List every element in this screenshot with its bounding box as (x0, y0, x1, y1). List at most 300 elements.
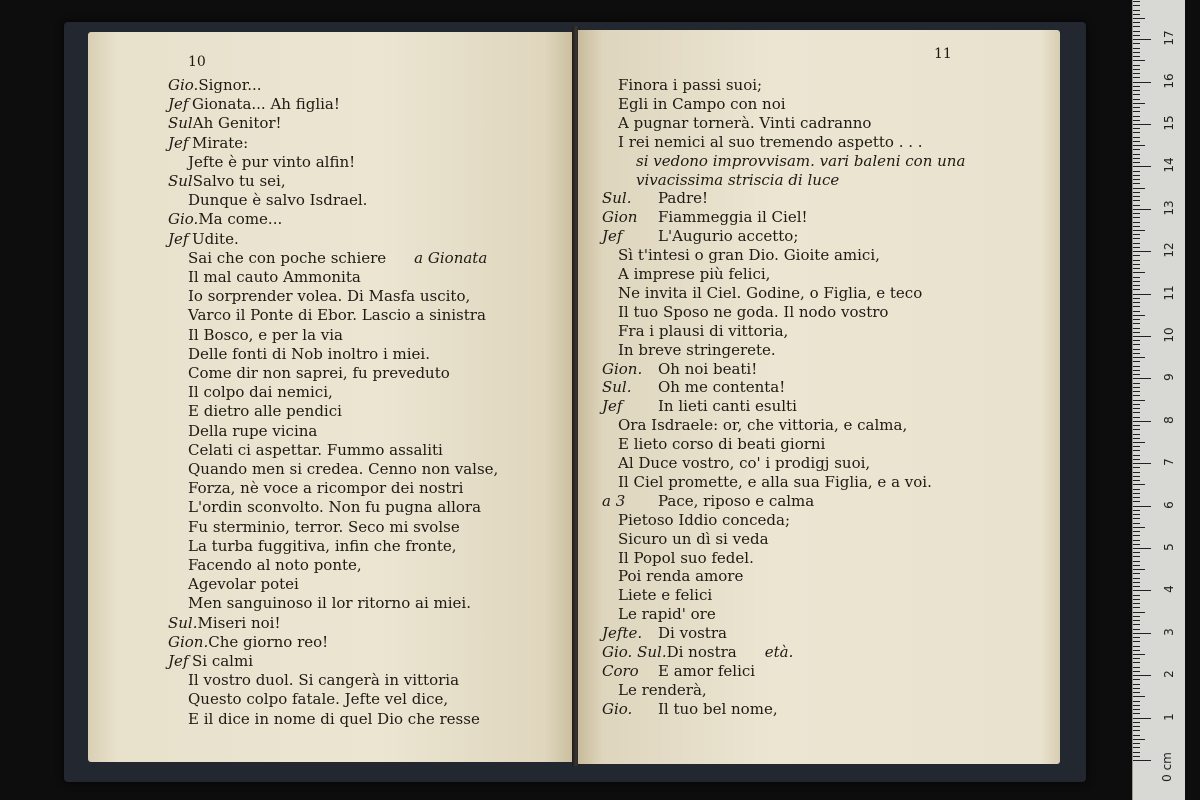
text-line (168, 402, 342, 420)
ruler-tick (1133, 69, 1140, 70)
ruler-tick (1133, 569, 1145, 570)
ruler-tick (1133, 306, 1140, 307)
ruler-tick (1133, 77, 1140, 78)
ruler-tick (1133, 213, 1140, 214)
speaker-label: Sul. (602, 378, 632, 397)
verse-text: Di nostra (666, 643, 737, 661)
ruler-number: 15 (1162, 115, 1176, 131)
ruler-tick (1133, 616, 1140, 617)
verse-text: I rei nemici al suo tremendo aspetto . . . (618, 132, 923, 151)
stage-direction: si vedono improvvisam. vari baleni con una (636, 151, 966, 170)
speaker-label: Gion. (602, 359, 643, 378)
text-line (168, 383, 333, 401)
verse-text: Varco il Ponte di Ebor. Lascio a sinistra (188, 306, 486, 325)
ruler-tick (1133, 65, 1140, 66)
ruler-tick (1133, 535, 1140, 536)
text-line (602, 152, 965, 170)
text-line (168, 287, 470, 305)
ruler-number: 4 (1162, 585, 1176, 594)
text-line (602, 567, 743, 585)
ruler-tick (1133, 752, 1140, 753)
ruler-tick (1133, 149, 1140, 150)
verse-text: Fu sterminio, terror. Seco mi svolse (188, 517, 460, 536)
ruler-tick (1133, 361, 1140, 362)
ruler-tick (1133, 39, 1151, 40)
text-line (168, 652, 253, 670)
ruler-tick (1133, 709, 1140, 710)
ruler-tick (1133, 671, 1140, 672)
text-line (602, 681, 707, 699)
ruler-tick (1133, 760, 1151, 761)
ruler-tick (1133, 688, 1140, 689)
ruler-tick (1133, 489, 1140, 490)
text-line (168, 95, 340, 113)
ruler-tick (1133, 446, 1140, 447)
aside-note: a Gionata (414, 248, 488, 267)
text-line (602, 454, 870, 472)
ruler-tick (1133, 607, 1140, 608)
verse-text: Ah Genitor! (192, 114, 282, 133)
speaker-label: Sul (168, 114, 193, 133)
verse-text: Delle fonti di Nob inoltro i miei. (188, 344, 430, 363)
ruler-tick (1133, 573, 1140, 574)
ruler-tick (1133, 264, 1140, 265)
ruler-tick (1133, 705, 1140, 706)
ruler-tick (1133, 323, 1140, 324)
ruler-tick (1133, 620, 1140, 621)
ruler-tick (1133, 633, 1151, 634)
text-line (602, 643, 793, 661)
ruler-tick (1133, 637, 1140, 638)
ruler-tick (1133, 662, 1140, 663)
ruler-tick (1133, 349, 1140, 350)
ruler-number: 14 (1162, 157, 1176, 174)
speaker-label: Jef (602, 227, 623, 246)
ruler-tick (1133, 56, 1140, 57)
verse-text: Signor... (198, 76, 262, 94)
verse-text: Gionata... Ah figlia! (192, 95, 340, 114)
text-line (168, 441, 443, 459)
text-line (602, 662, 755, 680)
ruler-tick (1133, 540, 1140, 541)
text-line (602, 435, 825, 453)
ruler-number: 3 (1162, 627, 1176, 636)
ruler-tick (1133, 455, 1140, 456)
verse-text: Udite. (192, 229, 239, 248)
text-line (602, 605, 716, 623)
ruler-tick (1133, 209, 1151, 210)
verse-text: Il Ciel promette, e alla sua Figlia, e a voi. (618, 472, 932, 491)
text-line (168, 690, 448, 708)
ruler-tick (1133, 234, 1140, 235)
verse-text: Questo colpo fatale. Jefte vel dice, (188, 690, 449, 709)
verse-text: Le rapid' ore (618, 605, 716, 624)
verse-text: Dunque è salvo Isdrael. (188, 191, 368, 210)
text-line (168, 249, 487, 267)
ruler-tick (1133, 612, 1145, 613)
verse-text: Poi renda amore (618, 567, 744, 586)
ruler-tick (1133, 641, 1140, 642)
verse-text: Liete e felici (618, 586, 713, 605)
left-page-number: 10 (188, 54, 206, 70)
ruler-tick (1133, 556, 1140, 557)
ruler-tick (1133, 5, 1140, 6)
verse-text: Ne invita il Ciel. Godine, o Figlia, e teco (618, 283, 923, 302)
verse-text: Il Popol suo fedel. (618, 548, 754, 567)
verse-text: E amor felici (658, 661, 756, 680)
verse-text: E il dice in nome di quel Dio che resse (188, 709, 480, 728)
ruler-tick (1133, 586, 1140, 587)
verse-text: Fra i plausi di vittoria, (618, 321, 789, 340)
ruler-number: 8 (1162, 415, 1176, 424)
ruler-tick (1133, 412, 1140, 413)
stage-direction: vivacissima striscia di luce (636, 170, 840, 189)
ruler-number: 9 (1162, 373, 1176, 382)
ruler-tick (1133, 166, 1151, 167)
ruler-tick (1133, 1, 1140, 2)
text-line (168, 306, 486, 324)
ruler-tick (1133, 370, 1140, 371)
ruler-tick (1133, 480, 1140, 481)
text-line (168, 556, 362, 574)
verse-text: Oh noi beati! (658, 359, 758, 378)
ruler-tick (1133, 391, 1140, 392)
ruler-tick (1133, 667, 1140, 668)
ruler-tick (1133, 18, 1145, 19)
ruler-tick (1133, 238, 1140, 239)
ruler-tick (1133, 404, 1140, 405)
speaker-label: Jef (168, 652, 189, 670)
ruler-tick (1133, 137, 1140, 138)
text-line (602, 227, 798, 245)
ruler-tick (1133, 527, 1145, 528)
ruler-tick (1133, 565, 1140, 566)
ruler-tick (1133, 26, 1140, 27)
ruler-tick (1133, 268, 1140, 269)
ruler-tick (1133, 476, 1140, 477)
ruler-tick (1133, 289, 1140, 290)
ruler-tick (1133, 718, 1151, 719)
text-line (168, 460, 498, 478)
text-line (168, 364, 450, 382)
verse-text: Fiammeggia il Ciel! (658, 208, 808, 227)
ruler-tick (1133, 128, 1140, 129)
speaker-label: Gio. (168, 210, 199, 229)
verse-text: Il mal cauto Ammonita (188, 268, 361, 286)
ruler-tick (1133, 595, 1140, 596)
ruler-tick (1133, 82, 1151, 83)
ruler-tick (1133, 226, 1140, 227)
text-line (602, 208, 808, 226)
text-line (602, 265, 770, 283)
ruler-tick (1133, 328, 1140, 329)
ruler-tick (1133, 230, 1145, 231)
verse-text: A pugnar tornerà. Vinti cadranno (618, 113, 872, 132)
ruler-tick (1133, 336, 1151, 337)
ruler-tick (1133, 450, 1140, 451)
text-line (168, 134, 248, 152)
text-line (168, 153, 355, 171)
text-line (602, 492, 814, 510)
ruler-tick (1133, 196, 1140, 197)
ruler-tick (1133, 154, 1140, 155)
ruler-tick (1133, 14, 1140, 15)
ruler-tick (1133, 650, 1140, 651)
ruler-tick (1133, 739, 1145, 740)
ruler-tick (1133, 523, 1140, 524)
verse-text: Ora Isdraele: or, che vittoria, e calma, (618, 416, 908, 435)
text-line (168, 422, 317, 440)
text-line (602, 95, 786, 113)
ruler-tick (1133, 417, 1140, 418)
ruler-tick (1133, 582, 1140, 583)
text-line (602, 511, 790, 529)
ruler-tick (1133, 188, 1145, 189)
ruler-tick (1133, 467, 1140, 468)
ruler-tick (1133, 548, 1151, 549)
ruler-tick (1133, 251, 1151, 252)
text-line (168, 230, 239, 248)
verse-text: Agevolar potei (188, 575, 299, 594)
ruler-tick (1133, 315, 1145, 316)
ruler-tick (1133, 675, 1151, 676)
ruler-tick (1133, 434, 1140, 435)
text-line (602, 378, 785, 396)
text-line (168, 114, 282, 132)
ruler-tick (1133, 200, 1140, 201)
ruler-tick (1133, 141, 1140, 142)
ruler-tick (1133, 124, 1151, 125)
ruler-tick (1133, 679, 1140, 680)
text-line (602, 473, 932, 491)
speaker-label: Gio. (602, 699, 633, 718)
ruler-number: 13 (1162, 200, 1176, 216)
ruler-tick (1133, 743, 1140, 744)
ruler-tick (1133, 383, 1140, 384)
ruler-tick (1133, 378, 1151, 379)
ruler-number: 2 (1162, 670, 1176, 679)
ruler-tick (1133, 353, 1140, 354)
text-line (168, 268, 361, 286)
ruler-tick (1133, 421, 1151, 422)
ruler-tick (1133, 506, 1151, 507)
ruler-tick (1133, 111, 1140, 112)
ruler-tick (1133, 205, 1140, 206)
ruler-tick (1133, 629, 1140, 630)
text-line (602, 171, 839, 189)
ruler-tick (1133, 319, 1140, 320)
text-line (168, 671, 459, 689)
ruler-tick (1133, 518, 1140, 519)
speaker-label: Jef (168, 95, 189, 114)
ruler-tick (1133, 86, 1140, 87)
ruler-tick (1133, 175, 1140, 176)
ruler-tick (1133, 332, 1140, 333)
speaker-label: Gio. (168, 76, 199, 94)
ruler-tick (1133, 217, 1140, 218)
ruler-tick (1133, 425, 1140, 426)
speaker-label: a 3 (602, 491, 626, 510)
text-line (168, 710, 480, 728)
ruler-number: 1 (1162, 712, 1176, 721)
verse-text: Di vostra (658, 624, 727, 643)
ruler-number: 16 (1162, 72, 1176, 89)
verse-text: E dietro alle pendici (188, 402, 342, 421)
verse-text: Come dir non saprei, fu preveduto (188, 364, 450, 382)
ruler-tick (1133, 272, 1145, 273)
speaker-label: Sul. (602, 189, 632, 208)
ruler-tick (1133, 285, 1140, 286)
speaker-label: Gion (602, 208, 638, 227)
verse-text: Il tuo Sposo ne goda. Il nodo vostro (618, 302, 889, 321)
ruler-tick (1133, 696, 1145, 697)
verse-text: Le renderà, (618, 680, 707, 699)
ruler-tick (1133, 158, 1140, 159)
ruler-tick (1133, 599, 1140, 600)
ruler-tick (1133, 552, 1140, 553)
text-line (168, 479, 463, 497)
ruler-tick (1133, 145, 1145, 146)
ruler-unit-label: 0 cm (1160, 752, 1174, 782)
ruler-tick (1133, 387, 1140, 388)
verse-text: La turba fuggitiva, infin che fronte, (188, 536, 457, 555)
verse-text: Pace, riposo e calma (658, 491, 815, 510)
ruler-tick (1133, 514, 1140, 515)
text-line (602, 416, 907, 434)
verse-text: Egli in Campo con noi (618, 94, 786, 113)
verse-text: Io sorprender volea. Di Masfa uscito, (188, 287, 471, 306)
text-line (602, 322, 788, 340)
ruler-tick (1133, 501, 1140, 502)
ruler-tick (1133, 294, 1151, 295)
ruler-tick (1133, 726, 1140, 727)
verse-text: In breve stringerete. (618, 340, 776, 359)
ruler-tick (1133, 544, 1140, 545)
ruler-tick (1133, 43, 1140, 44)
ruler-tick (1133, 374, 1140, 375)
speaker-label: Jef (168, 133, 189, 152)
verse-text: Miseri noi! (197, 613, 281, 632)
text-line (602, 700, 778, 718)
text-line (168, 191, 367, 209)
text-line (168, 345, 430, 363)
right-page (578, 30, 1060, 764)
ruler-tick (1133, 646, 1140, 647)
ruler-tick (1133, 311, 1140, 312)
verse-text: Padre! (658, 189, 709, 208)
verse-text: Ma come... (198, 210, 283, 229)
ruler-tick (1133, 277, 1140, 278)
text-line (602, 114, 871, 132)
text-line (602, 133, 923, 151)
ruler-tick (1133, 713, 1140, 714)
verse-text: Finora i passi suoi; (618, 76, 763, 94)
ruler-tick (1133, 561, 1140, 562)
text-line (602, 549, 754, 567)
ruler-tick (1133, 94, 1140, 95)
text-line (602, 246, 880, 264)
speaker-label: Jef (602, 397, 623, 416)
text-line (168, 210, 282, 228)
speaker-label: Jef (168, 229, 189, 248)
ruler-tick (1133, 578, 1140, 579)
ruler-number: 11 (1162, 284, 1176, 301)
ruler-tick (1133, 162, 1140, 163)
ruler-tick (1133, 99, 1140, 100)
verse-text: L'ordin sconvolto. Non fu pugna allora (188, 498, 482, 517)
ruler-tick (1133, 531, 1140, 532)
ruler-tick (1133, 472, 1140, 473)
speaker-label: Jefte. (602, 624, 643, 643)
ruler-tick (1133, 116, 1140, 117)
ruler-tick (1133, 90, 1140, 91)
text-line (602, 586, 712, 604)
verse-text: Oh me contenta! (658, 378, 786, 397)
text-line (168, 518, 460, 536)
text-line (602, 360, 757, 378)
ruler-tick (1133, 484, 1145, 485)
ruler-tick (1133, 298, 1140, 299)
ruler-number: 17 (1162, 30, 1176, 46)
ruler-tick (1133, 692, 1140, 693)
speaker-label: Sul. (168, 613, 198, 632)
ruler-tick (1133, 510, 1140, 511)
verse-text: Che giorno reo! (208, 632, 329, 651)
ruler-tick (1133, 179, 1140, 180)
text-line (602, 624, 727, 642)
speaker-label: Gio. Sul. (602, 643, 667, 661)
ruler-tick (1133, 344, 1140, 345)
text-line (602, 341, 776, 359)
ruler-tick (1133, 366, 1140, 367)
text-line (168, 498, 481, 516)
ruler-tick (1133, 73, 1140, 74)
ruler-tick (1133, 183, 1140, 184)
verse-text: Jefte è pur vinto alfin! (188, 152, 356, 171)
text-line (168, 633, 328, 651)
ruler-tick (1133, 735, 1140, 736)
ruler-tick (1133, 107, 1140, 108)
verse-text: L'Augurio accetto; (658, 227, 799, 246)
ruler-tick (1133, 243, 1140, 244)
ruler-tick (1133, 247, 1140, 248)
verse-text: Forza, nè voce a ricompor dei nostri (188, 479, 464, 498)
verse-text: Della rupe vicina (188, 421, 318, 440)
verse-text: Il vostro duol. Si cangerà in vittoria (188, 671, 460, 690)
ruler-number: 10 (1162, 327, 1176, 343)
speaker-label: Coro (602, 661, 639, 680)
ruler-tick (1133, 60, 1145, 61)
ruler-tick (1133, 395, 1140, 396)
ruler-tick (1133, 31, 1140, 32)
ruler-number: 5 (1162, 543, 1176, 551)
verse-text: E lieto corso di beati giorni (618, 435, 826, 454)
ruler-tick (1133, 756, 1140, 757)
ruler-tick (1133, 701, 1140, 702)
text-line (602, 397, 797, 415)
text-line (168, 76, 262, 94)
right-page-number: 11 (934, 46, 952, 62)
ruler-tick (1133, 52, 1140, 53)
measuring-ruler (1132, 0, 1185, 800)
ruler-tick (1133, 684, 1140, 685)
ruler-number: 12 (1162, 242, 1176, 258)
ruler-tick (1133, 302, 1140, 303)
text-line (602, 530, 769, 548)
ruler-tick (1133, 400, 1145, 401)
ruler-tick (1133, 438, 1140, 439)
ruler-tick (1133, 497, 1140, 498)
